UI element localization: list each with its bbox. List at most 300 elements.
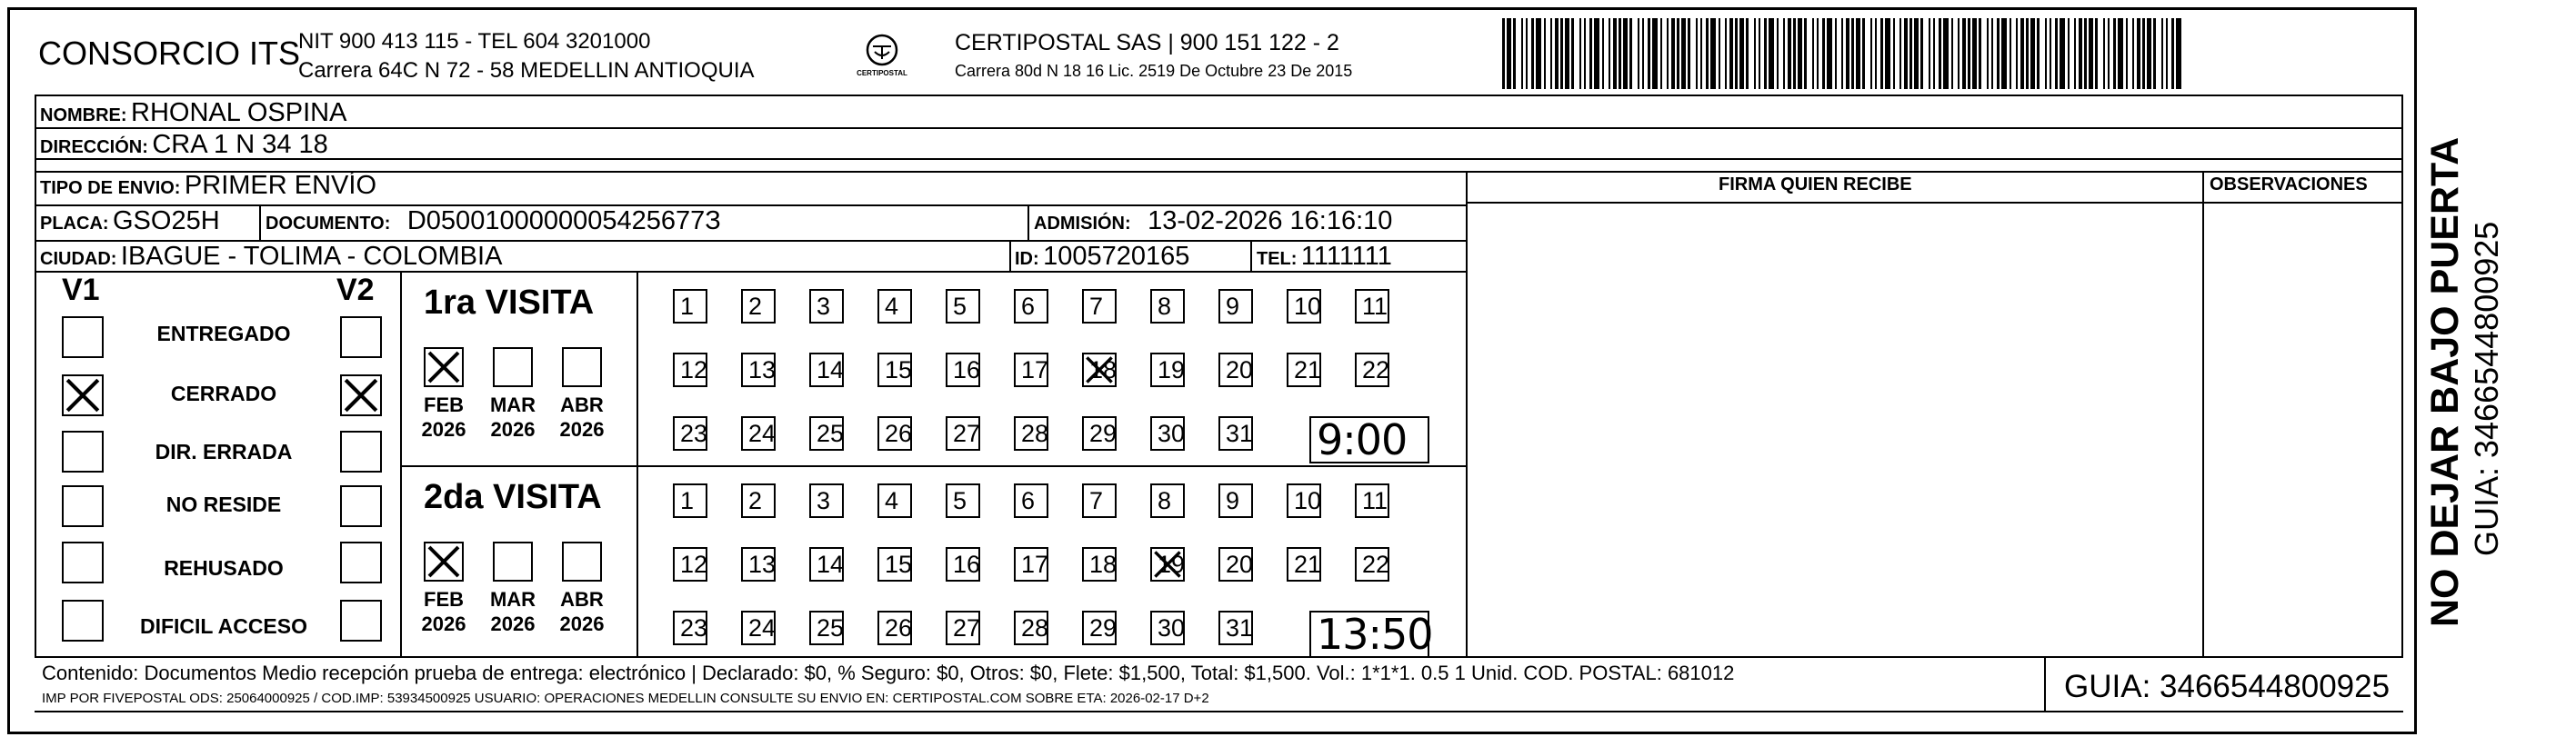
- day-box[interactable]: [877, 416, 912, 451]
- nombre-field: [40, 98, 346, 128]
- day-number: 1: [680, 293, 695, 320]
- day-box[interactable]: [1287, 483, 1321, 518]
- day-box[interactable]: [1218, 353, 1253, 387]
- day-box[interactable]: [673, 547, 707, 582]
- day-box[interactable]: [1150, 547, 1185, 582]
- day-number: 16: [953, 356, 981, 383]
- barcode-bar: [1602, 18, 1604, 89]
- ciudad-field: [40, 242, 502, 272]
- barcode-bar: [1521, 18, 1523, 89]
- company-info: [298, 27, 755, 85]
- barcode-bar: [1700, 18, 1702, 89]
- day-number: 3: [817, 487, 831, 514]
- day-number: 6: [1021, 487, 1036, 514]
- barcode-bar: [1827, 18, 1832, 89]
- day-number: 16: [953, 551, 981, 578]
- day-box[interactable]: [809, 416, 844, 451]
- contenido-text: Contenido: Documentos Medio recepción prueba de entrega: electrónico | Declarado: $0, % Seguro: $0, Otros: $0, Flete: $1,500, Total: $1,500. Vol.: 1*1*1. 0.5 1 Unid. COD. POSTAL: 681012: [42, 662, 1735, 684]
- time-box[interactable]: 13:50: [1309, 611, 1429, 658]
- day-number: 27: [953, 420, 981, 447]
- barcode-bar: [1914, 18, 1919, 89]
- day-box[interactable]: [877, 611, 912, 645]
- v2-header: V2: [336, 273, 375, 307]
- nombre-value: RHONAL OSPINA: [131, 98, 347, 127]
- v1-checkbox[interactable]: [62, 542, 104, 583]
- barcode-bar: [2045, 18, 2047, 89]
- barcode-bar: [1862, 18, 1865, 89]
- barcode-bar: [1688, 18, 1690, 89]
- barcode-bar: [1769, 18, 1774, 89]
- day-number: 21: [1294, 551, 1322, 578]
- month-name: FEB: [424, 588, 464, 611]
- day-box[interactable]: [1287, 289, 1321, 324]
- barcode-bar: [1979, 18, 1981, 89]
- status-label: ENTREGADO: [156, 322, 291, 345]
- day-box[interactable]: [1355, 353, 1389, 387]
- barcode-bar: [2103, 18, 2105, 89]
- month-checkbox[interactable]: [424, 347, 464, 387]
- barcode-bar: [1746, 18, 1749, 89]
- footer-guia: GUIA: 3466544800925: [2064, 669, 2391, 704]
- day-number: 17: [1021, 356, 1049, 383]
- day-number: 5: [953, 293, 967, 320]
- barcode-bar: [1777, 18, 1779, 89]
- day-box[interactable]: [946, 353, 980, 387]
- month-year: 2026: [421, 613, 466, 635]
- no-dejar-warning: NO DEJAR BAJO PUERTA: [2423, 136, 2467, 627]
- barcode-bar: [1759, 18, 1760, 89]
- day-number: 29: [1089, 614, 1118, 642]
- barcode-bar: [1739, 18, 1744, 89]
- day-box[interactable]: [877, 289, 912, 324]
- barcode-bar: [1526, 18, 1528, 89]
- day-number: 18: [1089, 356, 1118, 383]
- barcode-bar: [1835, 18, 1837, 89]
- day-number: 19: [1158, 551, 1186, 578]
- day-box[interactable]: [673, 353, 707, 387]
- barcode-bar: [1681, 18, 1686, 89]
- barcode-bar: [1783, 18, 1785, 89]
- barcode-bar: [2084, 18, 2087, 89]
- day-box[interactable]: [1287, 353, 1321, 387]
- barcode-bar: [2055, 18, 2058, 89]
- v2-checkbox[interactable]: [340, 542, 382, 583]
- day-box[interactable]: [809, 353, 844, 387]
- day-number: 9: [1226, 487, 1240, 514]
- day-box[interactable]: [809, 611, 844, 645]
- barcode-bar: [2118, 18, 2123, 89]
- day-number: 25: [817, 614, 845, 642]
- courier-address: Carrera 80d N 18 16 Lic. 2519 De Octubre 23 De 2015: [955, 62, 1353, 80]
- day-cross-mark: [1084, 354, 1118, 385]
- barcode-bar: [1841, 18, 1843, 89]
- barcode-bar: [1619, 18, 1621, 89]
- id-field: [1015, 242, 1189, 272]
- barcode-bar: [2142, 18, 2145, 89]
- admision-label: ADMISIÓN:: [1034, 214, 1131, 234]
- month-checkbox[interactable]: [493, 347, 533, 387]
- barcode-bar: [1929, 18, 1930, 89]
- barcode-bar: [2171, 18, 2174, 89]
- day-box[interactable]: [1218, 416, 1253, 451]
- tipo-envio-label: TIPO DE ENVIO:: [40, 178, 181, 198]
- barcode-bar: [1817, 18, 1819, 89]
- barcode-bar: [1513, 18, 1516, 89]
- day-box[interactable]: [741, 611, 776, 645]
- day-box[interactable]: [877, 353, 912, 387]
- barcode-bar: [1531, 18, 1534, 89]
- barcode-bar: [1677, 18, 1679, 89]
- day-box[interactable]: [1082, 483, 1117, 518]
- day-box[interactable]: [1150, 353, 1185, 387]
- barcode-bar: [2001, 18, 2007, 89]
- day-number: 26: [885, 420, 913, 447]
- day-number: 20: [1226, 551, 1254, 578]
- visit-title: 2da VISITA: [424, 478, 602, 516]
- barcode-bar: [1536, 18, 1541, 89]
- day-number: 22: [1362, 356, 1390, 383]
- barcode-bar: [1613, 18, 1617, 89]
- courier-name: CERTIPOSTAL SAS | 900 151 122 - 2: [955, 30, 1339, 55]
- barcode-bar: [1648, 18, 1650, 89]
- barcode-bar: [2095, 18, 2098, 89]
- barcode-bar: [1555, 18, 1559, 89]
- day-box[interactable]: [1014, 289, 1048, 324]
- barcode-bar: [2161, 18, 2163, 89]
- day-box[interactable]: [1150, 289, 1185, 324]
- day-box[interactable]: [877, 483, 912, 518]
- direccion-label: DIRECCIÓN:: [40, 137, 148, 157]
- month-checkbox[interactable]: [562, 347, 602, 387]
- day-box[interactable]: [946, 416, 980, 451]
- barcode-bar: [2147, 18, 2151, 89]
- month-name: MAR: [489, 588, 536, 611]
- month-year: 2026: [421, 418, 466, 441]
- day-number: 15: [885, 356, 913, 383]
- day-number: 20: [1226, 356, 1254, 383]
- day-number: 28: [1021, 420, 1049, 447]
- day-number: 31: [1226, 420, 1254, 447]
- placa-label: PLACA:: [40, 214, 109, 234]
- day-number: 12: [680, 356, 708, 383]
- v2-checkbox[interactable]: [340, 374, 382, 416]
- day-number: 7: [1089, 293, 1104, 320]
- day-box[interactable]: [673, 416, 707, 451]
- day-number: 8: [1158, 487, 1172, 514]
- barcode-bar: [2037, 18, 2040, 89]
- day-number: 24: [748, 614, 777, 642]
- observaciones-header: [2210, 174, 2368, 195]
- day-box[interactable]: [809, 289, 844, 324]
- day-box[interactable]: [946, 483, 980, 518]
- barcode-bar: [2016, 18, 2018, 89]
- day-box[interactable]: [1014, 416, 1048, 451]
- observaciones-label: OBSERVACIONES: [2210, 174, 2368, 194]
- barcode-bar: [1972, 18, 1977, 89]
- barcode-bar: [1788, 18, 1791, 89]
- barcode-bar: [2113, 18, 2116, 89]
- day-number: 5: [953, 487, 967, 514]
- ciudad-label: CIUDAD:: [40, 249, 117, 269]
- barcode-bar: [1804, 18, 1807, 89]
- day-number: 7: [1089, 487, 1104, 514]
- barcode-bar: [1609, 18, 1610, 89]
- day-number: 19: [1158, 356, 1186, 383]
- day-number: 28: [1021, 614, 1049, 642]
- barcode-bar: [1920, 18, 1923, 89]
- barcode-bar: [1968, 18, 1970, 89]
- status-label: DIR. ERRADA: [155, 440, 293, 463]
- barcode-bar: [1851, 18, 1854, 89]
- courier-info: [955, 27, 1352, 84]
- day-number: 30: [1158, 420, 1186, 447]
- v1-header: V1: [62, 273, 100, 307]
- day-box[interactable]: [673, 483, 707, 518]
- status-label: NO RESIDE: [165, 493, 282, 516]
- day-box[interactable]: [673, 289, 707, 324]
- day-number: 10: [1294, 293, 1322, 320]
- day-number: 30: [1158, 614, 1186, 642]
- barcode-bar: [1719, 18, 1720, 89]
- barcode-bar: [1909, 18, 1912, 89]
- day-number: 23: [680, 420, 708, 447]
- day-number: 27: [953, 614, 981, 642]
- barcode-bar: [1793, 18, 1796, 89]
- barcode-bar: [1958, 18, 1960, 89]
- logo-text: CERTIPOSTAL: [857, 69, 907, 77]
- month-name: ABR: [560, 588, 604, 611]
- barcode-bar: [1725, 18, 1727, 89]
- barcode-bar: [1671, 18, 1675, 89]
- day-number: 13: [748, 356, 777, 383]
- month-name: FEB: [424, 393, 464, 416]
- tipo-envio-field: [40, 171, 376, 201]
- day-box[interactable]: [1218, 547, 1253, 582]
- tipo-envio-value: PRIMER ENVÍO: [184, 171, 377, 200]
- day-box[interactable]: [946, 289, 980, 324]
- day-box[interactable]: [1355, 547, 1389, 582]
- day-box[interactable]: [1082, 416, 1117, 451]
- day-box[interactable]: [877, 547, 912, 582]
- day-box[interactable]: [946, 611, 980, 645]
- day-box[interactable]: [673, 611, 707, 645]
- month-checkbox[interactable]: [493, 542, 533, 582]
- month-label: [480, 393, 546, 442]
- day-number: 1: [680, 487, 695, 514]
- barcode-bar: [1623, 18, 1628, 89]
- barcode-bar: [2030, 18, 2035, 89]
- company-nit: NIT 900 413 115 - TEL 604 3201000: [298, 29, 651, 54]
- company-name: CONSORCIO ITS: [38, 35, 301, 72]
- month-name: ABR: [560, 393, 604, 416]
- barcode-bar: [1667, 18, 1669, 89]
- barcode-bar: [1735, 18, 1738, 89]
- barcode-bar: [2089, 18, 2093, 89]
- barcode-bar: [1991, 18, 1993, 89]
- v2-checkbox[interactable]: [340, 600, 382, 642]
- month-name: MAR: [489, 393, 536, 416]
- day-number: 10: [1294, 487, 1322, 514]
- barcode-bar: [1822, 18, 1825, 89]
- documento-label: DOCUMENTO:: [266, 214, 391, 234]
- day-box[interactable]: [1014, 547, 1048, 582]
- day-box[interactable]: [741, 353, 776, 387]
- firma-label: FIRMA QUIEN RECIBE: [1719, 174, 1912, 194]
- visit-title: 1ra VISITA: [424, 284, 595, 322]
- status-label: REHUSADO: [164, 556, 284, 580]
- day-number: 31: [1226, 614, 1254, 642]
- day-box[interactable]: [741, 289, 776, 324]
- day-number: 6: [1021, 293, 1036, 320]
- barcode-bar: [2079, 18, 2082, 89]
- barcode-bar: [1642, 18, 1644, 89]
- barcode-bar: [1589, 18, 1592, 89]
- tel-field: [1257, 242, 1392, 272]
- barcode-bar: [1885, 18, 1890, 89]
- day-number: 9: [1226, 293, 1240, 320]
- barcode-bar: [2010, 18, 2011, 89]
- barcode-bar: [1652, 18, 1658, 89]
- day-box[interactable]: [809, 483, 844, 518]
- day-number: 11: [1362, 487, 1388, 514]
- barcode-bar: [1875, 18, 1877, 89]
- barcode-bar: [1880, 18, 1883, 89]
- day-number: 3: [817, 293, 831, 320]
- day-number: 11: [1362, 293, 1388, 320]
- v1-checkbox[interactable]: [62, 316, 104, 358]
- day-number: 22: [1362, 551, 1390, 578]
- day-box[interactable]: [1082, 353, 1117, 387]
- nombre-label: NOMBRE:: [40, 105, 127, 125]
- month-checkbox[interactable]: [562, 542, 602, 582]
- v2-checkbox[interactable]: [340, 316, 382, 358]
- placa-field: [40, 206, 220, 236]
- barcode-bar: [1951, 18, 1953, 89]
- direccion-field: [40, 130, 328, 160]
- v1-checkbox[interactable]: [62, 485, 104, 527]
- v1-checkbox[interactable]: [62, 600, 104, 642]
- day-box[interactable]: [1218, 289, 1253, 324]
- barcode-bar: [2132, 18, 2134, 89]
- day-box[interactable]: [1218, 611, 1253, 645]
- day-box[interactable]: [1150, 483, 1185, 518]
- barcode-bar: [1987, 18, 1989, 89]
- barcode-bar: [1870, 18, 1872, 89]
- barcode-bar: [1997, 18, 2000, 89]
- day-box[interactable]: [1014, 353, 1048, 387]
- placa-value: GSO25H: [113, 206, 220, 235]
- barcode-bar: [1544, 18, 1546, 89]
- day-box[interactable]: [1082, 547, 1117, 582]
- barcode-bar: [1729, 18, 1733, 89]
- day-box[interactable]: [946, 547, 980, 582]
- day-number: 12: [680, 551, 708, 578]
- tel-label: TEL:: [1257, 249, 1298, 269]
- barcode-bar: [1856, 18, 1860, 89]
- month-year: 2026: [559, 613, 605, 635]
- id-value: 1005720165: [1043, 242, 1190, 271]
- month-label: [549, 587, 615, 636]
- day-number: 14: [817, 551, 845, 578]
- day-box[interactable]: [741, 416, 776, 451]
- side-guia: GUIA: 3466544800925: [2468, 221, 2505, 556]
- day-box[interactable]: [1014, 483, 1048, 518]
- day-box[interactable]: [1150, 416, 1185, 451]
- month-label: [480, 587, 546, 636]
- month-year: 2026: [490, 418, 536, 441]
- admision-field: [1034, 206, 1392, 236]
- barcode-bar: [1502, 18, 1505, 89]
- barcode-bar: [2020, 18, 2024, 89]
- day-box[interactable]: [1014, 611, 1048, 645]
- barcode-bar: [2068, 18, 2070, 89]
- day-box[interactable]: [809, 547, 844, 582]
- barcode-bar: [1710, 18, 1716, 89]
- barcode-bar: [1893, 18, 1895, 89]
- day-box[interactable]: [1218, 483, 1253, 518]
- month-label: [549, 393, 615, 442]
- barcode-bar: [2166, 18, 2168, 89]
- barcode-bar: [1571, 18, 1574, 89]
- barcode-bar: [2060, 18, 2065, 89]
- barcode-bar: [1764, 18, 1767, 89]
- day-number: 4: [885, 293, 899, 320]
- day-number: 23: [680, 614, 708, 642]
- barcode-bar: [2137, 18, 2140, 89]
- day-number: 2: [748, 293, 763, 320]
- barcode-bar: [2074, 18, 2076, 89]
- day-box[interactable]: [1082, 611, 1117, 645]
- barcode-bar: [1594, 18, 1599, 89]
- barcode-bar: [1507, 18, 1511, 89]
- day-box[interactable]: [1150, 611, 1185, 645]
- day-box[interactable]: [1355, 483, 1389, 518]
- barcode-bar: [2026, 18, 2029, 89]
- direccion-value: CRA 1 N 34 18: [152, 130, 328, 159]
- day-number: 14: [817, 356, 845, 383]
- barcode-bar: [1565, 18, 1569, 89]
- barcode-bar: [1660, 18, 1662, 89]
- barcode-bar: [1846, 18, 1849, 89]
- day-number: 4: [885, 487, 899, 514]
- day-box[interactable]: [741, 547, 776, 582]
- v2-checkbox[interactable]: [340, 485, 382, 527]
- day-number: 17: [1021, 551, 1049, 578]
- barcode-bar: [1939, 18, 1941, 89]
- day-number: 26: [885, 614, 913, 642]
- month-checkbox[interactable]: [424, 542, 464, 582]
- time-box[interactable]: 9:00: [1309, 416, 1429, 463]
- v1-checkbox[interactable]: [62, 431, 104, 473]
- id-label: ID:: [1015, 249, 1039, 269]
- day-cross-mark: [1152, 549, 1186, 580]
- day-box[interactable]: [1355, 289, 1389, 324]
- day-box[interactable]: [1082, 289, 1117, 324]
- barcode-bar: [1696, 18, 1698, 89]
- barcode-bar: [1943, 18, 1949, 89]
- day-box[interactable]: [741, 483, 776, 518]
- v1-checkbox[interactable]: [62, 374, 104, 416]
- barcode-bar: [1638, 18, 1639, 89]
- v2-checkbox[interactable]: [340, 431, 382, 473]
- day-box[interactable]: [1287, 547, 1321, 582]
- barcode-bar: [1579, 18, 1581, 89]
- month-label: [411, 587, 476, 636]
- day-number: 18: [1089, 551, 1118, 578]
- day-number: 8: [1158, 293, 1172, 320]
- company-address: Carrera 64C N 72 - 58 MEDELLIN ANTIOQUIA: [298, 58, 755, 83]
- barcode-bar: [2176, 18, 2181, 89]
